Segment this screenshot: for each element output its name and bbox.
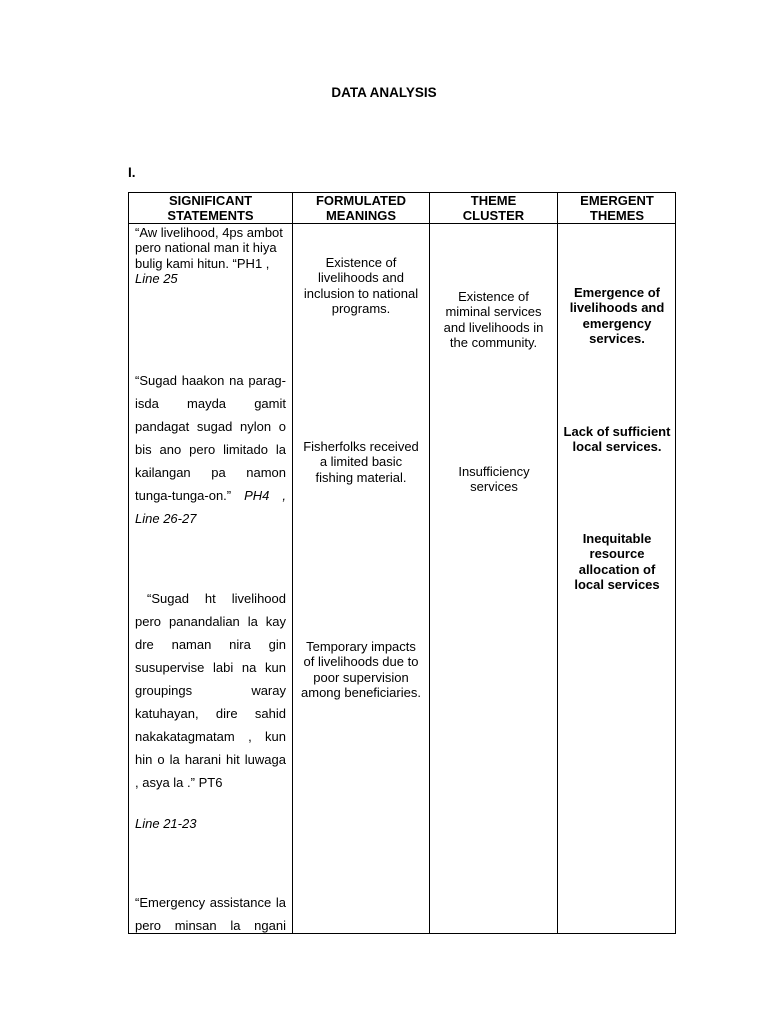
meaning-2: Fisherfolks received a limited basic fishing material. bbox=[303, 439, 419, 485]
statement-3-reference: Line 21-23 bbox=[135, 816, 197, 831]
column-divider bbox=[557, 193, 558, 933]
theme-1: Emergence of livelihoods and emergency services. bbox=[569, 285, 665, 347]
header-significant-statements: SIGNIFICANT STATEMENTS bbox=[167, 193, 254, 223]
column-divider bbox=[429, 193, 430, 933]
theme-3: Inequitable resource allocation of local services bbox=[574, 531, 660, 593]
cluster-2: Insufficiency services bbox=[458, 464, 530, 495]
meaning-3: Temporary impacts of livelihoods due to poor supervision among beneficiaries. bbox=[301, 639, 421, 701]
statement-2: “Sugad haakon na parag-isda mayda gamit pandagat sugad nylon o bis ano pero limitado la kailangan pa namon tunga-tunga-on.” PH4 , Line 26-27 bbox=[135, 373, 286, 526]
theme-2: Lack of sufficient local services. bbox=[563, 424, 671, 455]
section-number: I. bbox=[128, 165, 136, 180]
header-formulated-meanings: FORMULATED MEANINGS bbox=[315, 193, 407, 223]
page-title: DATA ANALYSIS bbox=[331, 85, 437, 100]
statement-3: “Sugad ht livelihood pero panandalian la kay dre naman nira gin susupervise labi na kun groupings waray katuhayan, dire sahid nakakatagmatam , kun hin o la harani hit luwaga , asya la .” PT6 bbox=[135, 591, 286, 790]
header-theme-cluster: THEME CLUSTER bbox=[462, 193, 525, 223]
data-analysis-table bbox=[128, 192, 676, 934]
statement-1: “Aw livelihood, 4ps ambot pero national man it hiya bulig kami hitun. “PH1 , Line 25 bbox=[135, 225, 283, 287]
header-divider bbox=[129, 223, 675, 224]
meaning-1: Existence of livelihoods and inclusion to national programs. bbox=[303, 255, 419, 317]
cluster-1: Existence of miminal services and livelihoods in the community. bbox=[443, 289, 544, 351]
header-emergent-themes: EMERGENT THEMES bbox=[580, 193, 654, 223]
statement-4: “Emergency assistance la pero minsan la ngani bbox=[135, 895, 286, 933]
column-divider bbox=[292, 193, 293, 933]
